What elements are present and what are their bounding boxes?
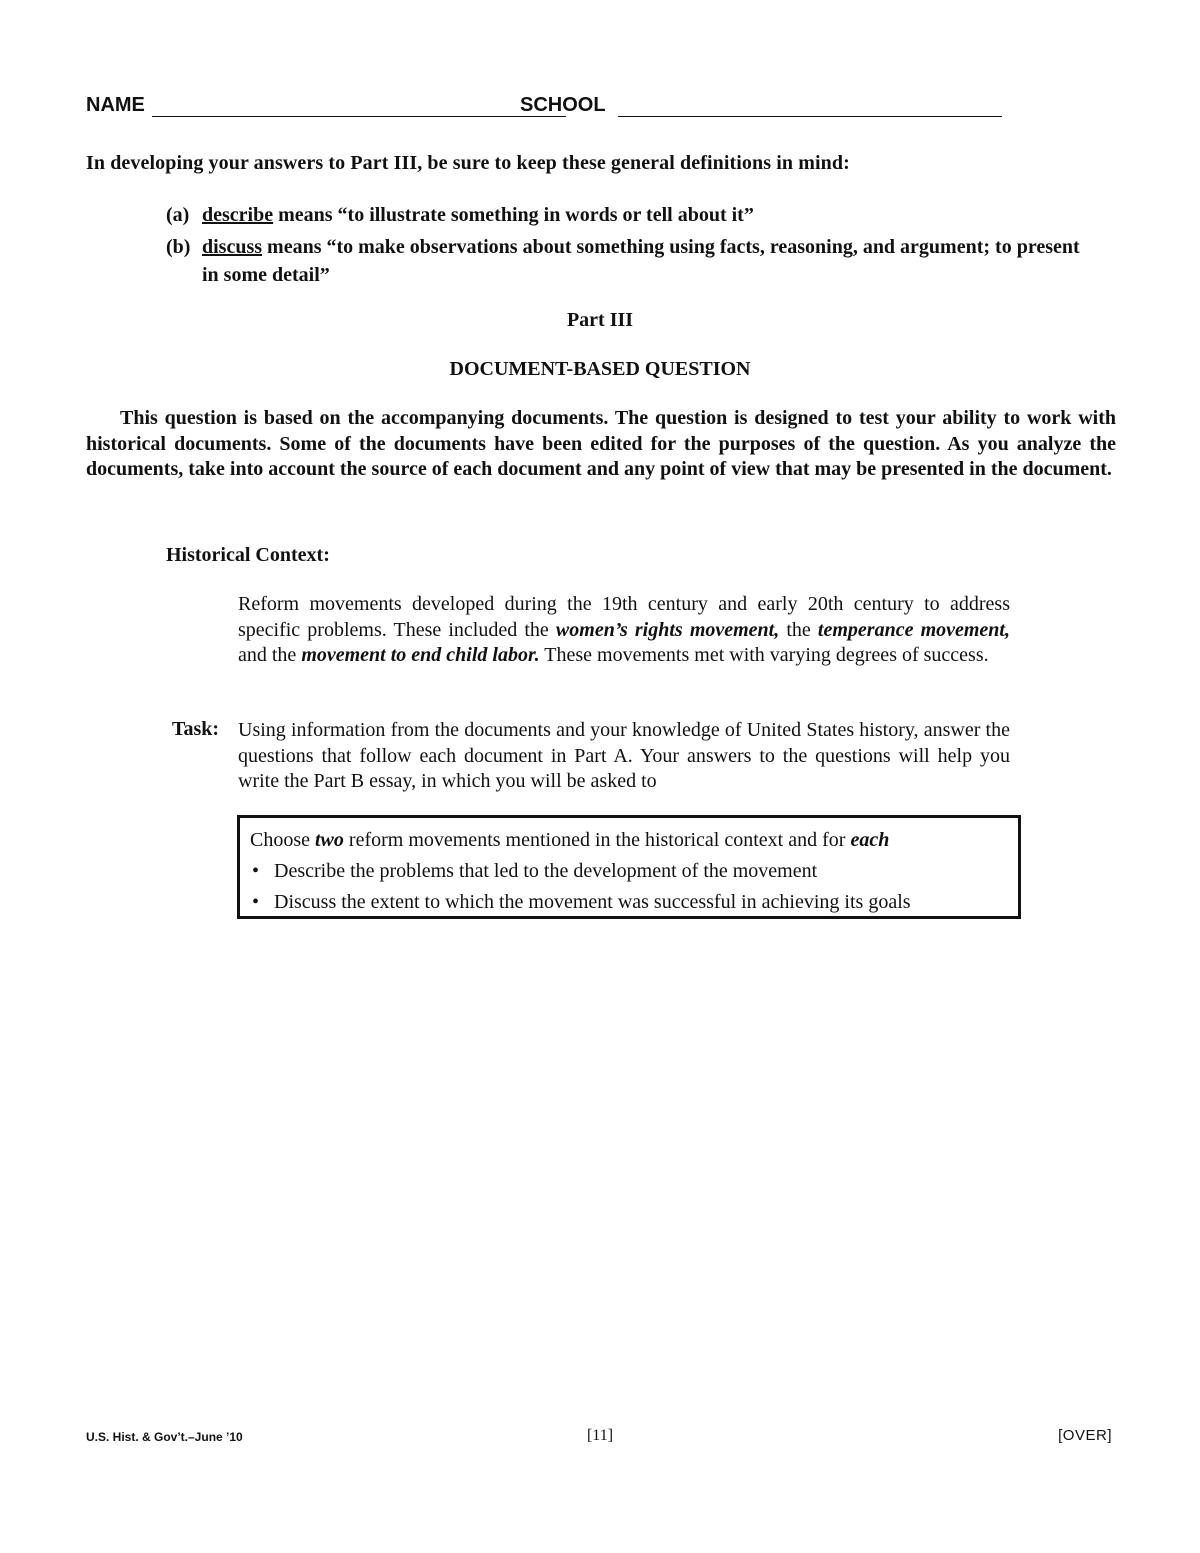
- task-box: [237, 815, 1021, 919]
- task-box-emphasis: each: [850, 829, 890, 851]
- context-emphasis: movement to end child labor.: [301, 644, 540, 666]
- task-box-heading: [250, 825, 1008, 856]
- definition-mark: (a): [166, 204, 190, 226]
- context-text: and the: [238, 644, 302, 666]
- definition-term: describe: [202, 204, 274, 226]
- bullet-icon: •: [252, 891, 260, 913]
- instructions-text: This question is based on the accompanying documents. The question is designed to test your ability to work with historical documents. Some of the documents have been edited for the purposes of the question. As you analyze the documents, take into account the source of each document and any point of view that may be presented in the document.: [86, 407, 1116, 480]
- definition-text: means “to make observations about something using facts, reasoning, and argument; to present in some detail”: [202, 236, 1080, 286]
- task-text: Using information from the documents and your knowledge of United States history, answer the questions that follow each document in Part A. Your answers to the questions will help you write the Part B essay, in which you will be asked to: [238, 719, 1010, 792]
- intro-text: In developing your answers to Part III, be sure to keep these general definitions in mind:: [86, 152, 850, 174]
- definition-describe: [166, 201, 1082, 229]
- historical-context-text: [238, 592, 1010, 669]
- definition-text: means “to illustrate something in words or tell about it”: [273, 204, 754, 226]
- task-bullet-text: Describe the problems that led to the development of the movement: [274, 860, 818, 882]
- context-text: Reform movements developed during the 19th century and early 20th century to address specific problems. These included the: [238, 593, 1010, 641]
- name-field[interactable]: [152, 116, 566, 117]
- task-bullet: [250, 856, 1008, 887]
- section-title: DOCUMENT-BASED QUESTION: [449, 358, 751, 380]
- task-label: Task:: [172, 718, 220, 740]
- task-box-text: Choose: [250, 829, 315, 851]
- school-field[interactable]: [618, 116, 1002, 117]
- definition-term: discuss: [202, 236, 263, 258]
- definition-discuss: [166, 233, 1082, 289]
- footer-exam-id: U.S. Hist. & Gov’t.–June ’10: [86, 1430, 243, 1444]
- historical-context-label: Historical Context:: [166, 544, 330, 566]
- task-box-emphasis: two: [315, 829, 344, 851]
- context-emphasis: temperance movement,: [817, 618, 1010, 641]
- name-school-line: [86, 90, 1006, 122]
- task-bullet-text: Discuss the extent to which the movement was successful in achieving its goals: [274, 891, 911, 913]
- definitions-list: [166, 201, 1082, 289]
- footer-over: [OVER]: [1058, 1427, 1112, 1444]
- task-box-text: reform movements mentioned in the historical context and for: [343, 829, 851, 851]
- task-bullet: [250, 887, 1008, 918]
- context-emphasis: women’s rights movement,: [555, 618, 780, 641]
- context-text: the: [779, 618, 818, 641]
- context-text: These movements met with varying degrees of success.: [539, 644, 989, 666]
- definition-mark: (b): [166, 236, 191, 258]
- school-label: SCHOOL: [520, 94, 606, 116]
- page-number: [11]: [586, 1427, 614, 1444]
- instructions-paragraph: [86, 406, 1116, 483]
- bullet-icon: •: [252, 860, 260, 882]
- part-title: Part III: [566, 309, 634, 331]
- name-label: NAME: [86, 94, 145, 116]
